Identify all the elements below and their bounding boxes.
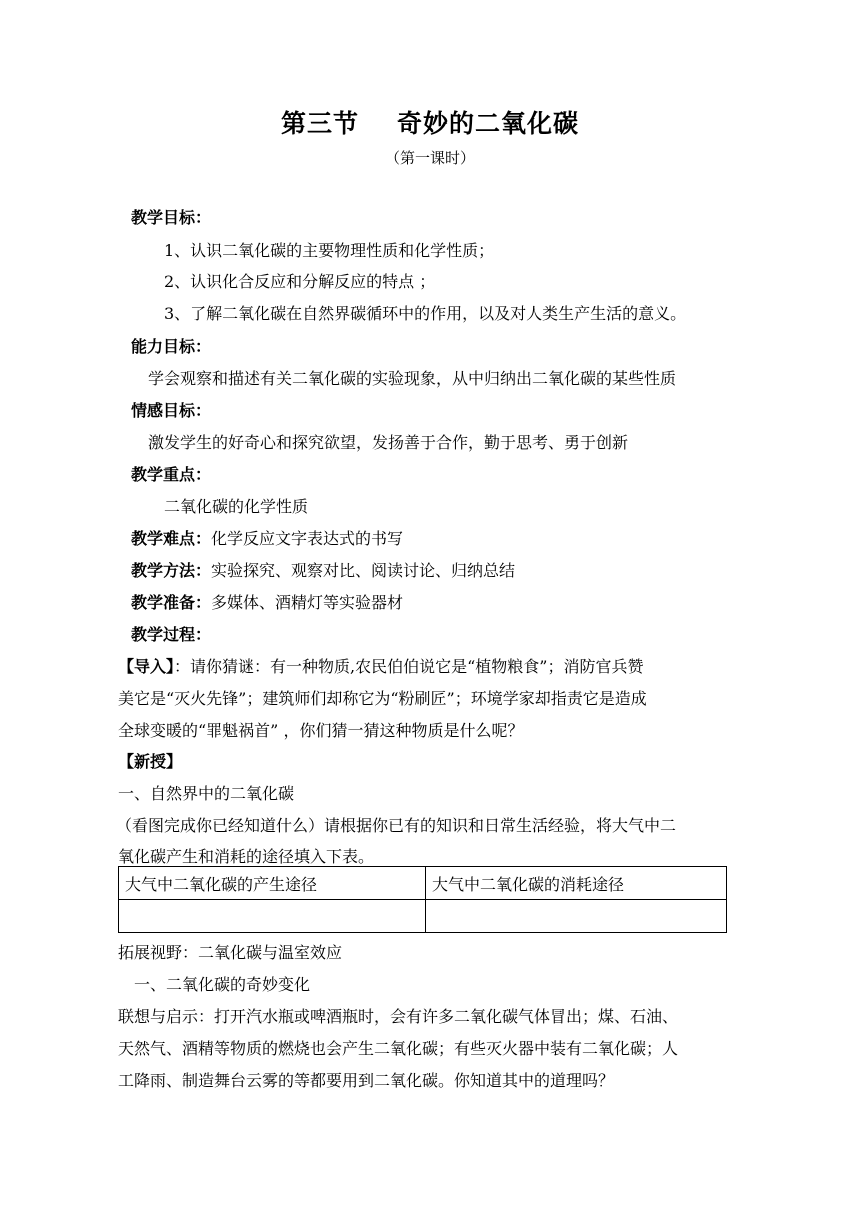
association-line-1: 联想与启示：打开汽水瓶或啤酒瓶时，会有许多二氧化碳气体冒出；煤、石油、	[118, 1007, 679, 1026]
association-line-3: 工降雨、制造舞台云雾的等都要用到二氧化碳。你知道其中的道理吗？	[118, 1071, 615, 1090]
co2-pathway-table	[118, 866, 727, 933]
emotion-heading: 情感目标：	[131, 401, 212, 420]
association-line-2: 天然气、酒精等物质的燃烧也会产生二氧化碳；有些灭火器中装有二氧化碳；人	[118, 1039, 679, 1058]
table-header-production: 大气中二氧化碳的产生途径	[119, 867, 426, 900]
prep-heading: 教学准备：	[131, 593, 212, 612]
section-2-heading: 一、二氧化碳的奇妙变化	[134, 975, 311, 994]
emotion-text: 激发学生的好奇心和探究欲望，发扬善于合作，勤于思考、勇于创新	[148, 433, 629, 452]
key-point-text: 二氧化碳的化学性质	[164, 497, 309, 516]
intro-text-1: ：请你猜谜：有一种物质,农民伯伯说它是“植物粮食”；消防官兵赞	[174, 657, 644, 676]
title-topic: 奇妙的二氧化碳	[397, 109, 580, 138]
intro-line-3: 全球变暖的“罪魁祸首” ，你们猜一猜这种物质是什么呢？	[118, 721, 524, 740]
method-heading: 教学方法：	[131, 561, 212, 580]
process-heading: 教学过程：	[131, 625, 212, 644]
table-header-row	[119, 867, 727, 900]
prep-row	[131, 593, 403, 613]
table-header-consumption: 大气中二氧化碳的消耗途径	[426, 867, 727, 900]
goal-item-1: 1、认识二氧化碳的主要物理性质和化学性质；	[164, 241, 495, 260]
intro-label: 【导入】	[118, 657, 175, 676]
table-cell-consumption	[426, 900, 727, 933]
expand-view-line: 拓展视野：二氧化碳与温室效应	[118, 943, 343, 962]
page-title	[0, 104, 860, 140]
method-row	[131, 561, 515, 581]
goal-item-2: 2、认识化合反应和分解反应的特点 ；	[164, 272, 436, 291]
intro-line-2: 美它是“灭火先锋”；建筑师们却称它为“粉刷匠”；环境学家却指责它是造成	[118, 689, 647, 708]
new-lesson-label: 【新授】	[118, 752, 183, 771]
ability-text: 学会观察和描述有关二氧化碳的实验现象，从中归纳出二氧化碳的某些性质	[148, 369, 677, 388]
section-1-line-1: （看图完成你已经知道什么）请根据你已有的知识和日常生活经验，将大气中二	[116, 816, 677, 835]
intro-line-1	[118, 657, 643, 677]
method-text: 实验探究、观察对比、阅读讨论、归纳总结	[211, 561, 516, 580]
table-row	[119, 900, 727, 933]
difficulty-row	[131, 529, 403, 549]
difficulty-text: 化学反应文字表达式的书写	[211, 529, 404, 548]
section-1-line-2: 氧化碳产生和消耗的途径填入下表。	[118, 847, 375, 866]
goal-item-3: 3、了解二氧化碳在自然界碳循环中的作用，以及对人类生产生活的意义。	[164, 304, 687, 323]
ability-heading: 能力目标：	[131, 337, 212, 356]
difficulty-heading: 教学难点：	[131, 529, 212, 548]
title-section-number: 第三节	[280, 109, 359, 138]
key-point-heading: 教学重点：	[131, 465, 212, 484]
table-cell-production	[119, 900, 426, 933]
page-subtitle: （第一课时）	[384, 149, 475, 167]
section-1-heading: 一、自然界中的二氧化碳	[118, 784, 295, 803]
prep-text: 多媒体、酒精灯等实验器材	[211, 593, 404, 612]
goal-heading: 教学目标：	[131, 208, 212, 227]
